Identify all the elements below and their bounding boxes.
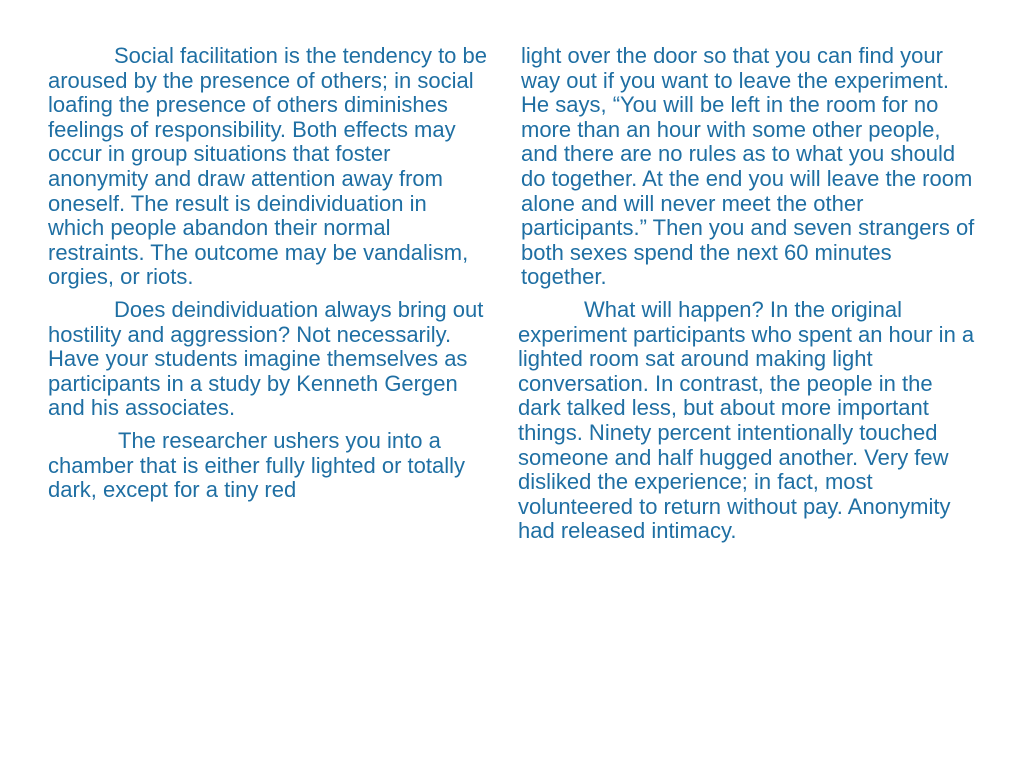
- right-column: [518, 44, 978, 544]
- paragraph-light-over-door: light over the door so that you can find your way out if you want to leave the experiment. He says, “You will be left in the room for no more than an hour with some other people, and there are no rules as to what you should do together. At the end you will leave the room alone and will never meet the other participants.” Then you and seven strangers of both sexes spend the next 60 minutes together.: [521, 43, 975, 290]
- paragraph-researcher-chamber: The researcher ushers you into a chamber that is either fully lighted or totally dark, except for a tiny red: [48, 427, 465, 503]
- left-column: [48, 44, 488, 503]
- paragraph-what-will-happen: What will happen? In the original experiment participants who spent an hour in a lighted room sat around making light conversation. In contrast, the people in the dark talked less, but about more important things. Ninety percent intentionally touched someone and half hugged another. Very few disliked the experience; in fact, most volunteered to return without pay. Anonymity had released intimacy.: [518, 296, 975, 544]
- paragraph-deindividuation-question: Does deindividuation always bring out hostility and aggression? Not necessarily. Have your students imagine themselves as participants in a study by Kenneth Gergen and his associates.: [48, 296, 484, 421]
- paragraph-social-facilitation: Social facilitation is the tendency to be aroused by the presence of others; in social loafing the presence of others diminishes feelings of responsibility. Both effects may occur in group situations that foster anonymity and draw attention away from oneself. The result is deindividuation in which people abandon their normal restraints. The outcome may be vandalism, orgies, or riots.: [48, 43, 488, 290]
